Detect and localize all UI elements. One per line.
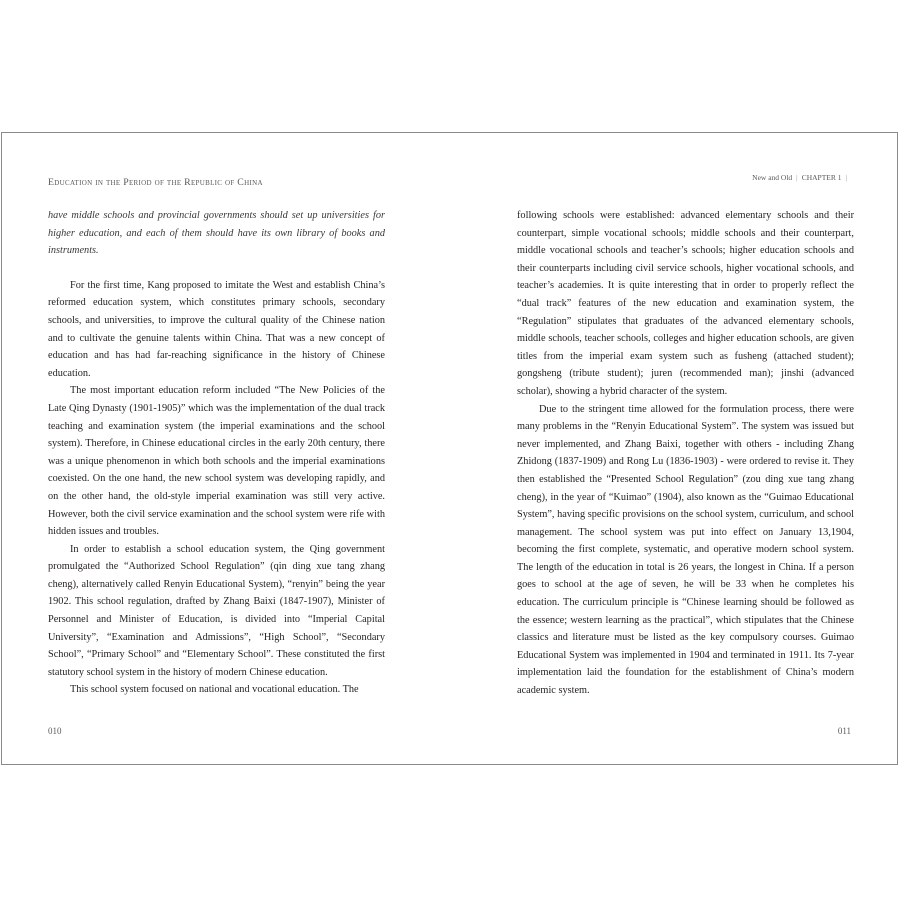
paragraph: Due to the stringent time allowed for the formulation process, there were many problems in the “Renyin Educational System”. The system was issued but never implemented, and Zhang Baixi, together with others - including Zhang Zhidong (1837-1909) and Rong Lu (1836-1903) - were ordered to revise it. They then established the “Presented School Regulation” (zou ding xue tang zhang cheng), in the year of “Kuimao” (1904), also known as the “Guimao Educational System”, having specific provisions on the school system, curriculum, and school management. The school system was put into effect on January 13,1904, becoming the first complete, systematic, and operative modern school system. The length of the education in total is 26 years, the longest in China. If a person goes to school at the age of seven, he will be 33 when he completes his education. The curriculum principle is “Chinese learning should be followed as the essence; western learning as the practical”, which stipulates that the Chinese classics and literature must be listed as the key compulsory courses. Guimao Educational System was implemented in 1904 and terminated in 1911. Its 7-year implementation laid the foundation for the establishment of China’s modern academic system. — [517, 403, 854, 697]
right-page — [517, 207, 854, 700]
block-quote: have middle schools and provincial governments should set up universities for higher education, and each of them should have its own library of books and instruments. — [48, 210, 385, 257]
section-title: New and Old — [752, 173, 793, 182]
header-separator: | — [845, 173, 847, 182]
book-spread — [1, 132, 898, 765]
paragraph: following schools were established: advanced elementary schools and their counterpart, simple vocational schools; middle schools and their counterpart, middle vocational schools and teacher’s schools; higher education schools and their counterparts including civil service schools, higher vocational schools, and teacher’s academies. It is quite interesting that in order to properly reflect the “dual track” features of the new education and examination system, the “Regulation” stipulates that graduates of the advanced elementary schools, middle schools, teacher schools, colleges and higher education schools, are given titles from the imperial exam system such as fusheng (attached student); gongsheng (tribute student); juren (recommended man); jinshi (advanced scholar), showing a hybrid character of the system. — [517, 210, 854, 397]
page-number-right: 011 — [837, 726, 851, 736]
paragraph: For the first time, Kang proposed to imitate the West and establish China’s reformed education system, which constitutes primary schools, secondary schools, and universities, to improve the cultural quality of the Chinese nation and to cultivate the genuine talents within China. That was a new concept of education and has had far-reaching significance in the history of Chinese education. — [48, 279, 385, 379]
running-head-book-title: Education in the Period of the Republic of China — [48, 177, 263, 188]
chapter-label: CHAPTER 1 — [801, 173, 842, 182]
running-head-chapter — [752, 173, 851, 182]
paragraph: This school system focused on national and vocational education. The — [70, 684, 359, 696]
paragraph: In order to establish a school education system, the Qing government promulgated the “Authorized School Regulation” (qin ding xue tang zhang cheng), alternatively called Renyin Educational System), “renyin” being the year 1902. This school regulation, drafted by Zhang Baixi (1847-1907), Minister of Personnel and Minister of Education, is divided into “Imperial Capital University”, “Examination and Admissions”, “High School”, “Secondary School”, “Primary School” and “Elementary School”. These constituted the first statutory school system in the history of modern Chinese education. — [48, 543, 385, 678]
left-page — [48, 207, 385, 699]
paragraph: The most important education reform included “The New Policies of the Late Qing Dynasty (1901-1905)” which was the implementation of the dual track teaching and examination system (the imperial examinations and the school system). Therefore, in Chinese educational circles in the early 20th century, there was a unique phenomenon in which both schools and the imperial examinations coexisted. On the one hand, the new school system was developing rapidly, and on the other hand, the old-style imperial examination was still very active. However, both the civil service examination and the school system were rife with hidden issues and troubles. — [48, 385, 385, 538]
header-separator: | — [796, 173, 798, 182]
page-number-left: 010 — [48, 726, 62, 736]
